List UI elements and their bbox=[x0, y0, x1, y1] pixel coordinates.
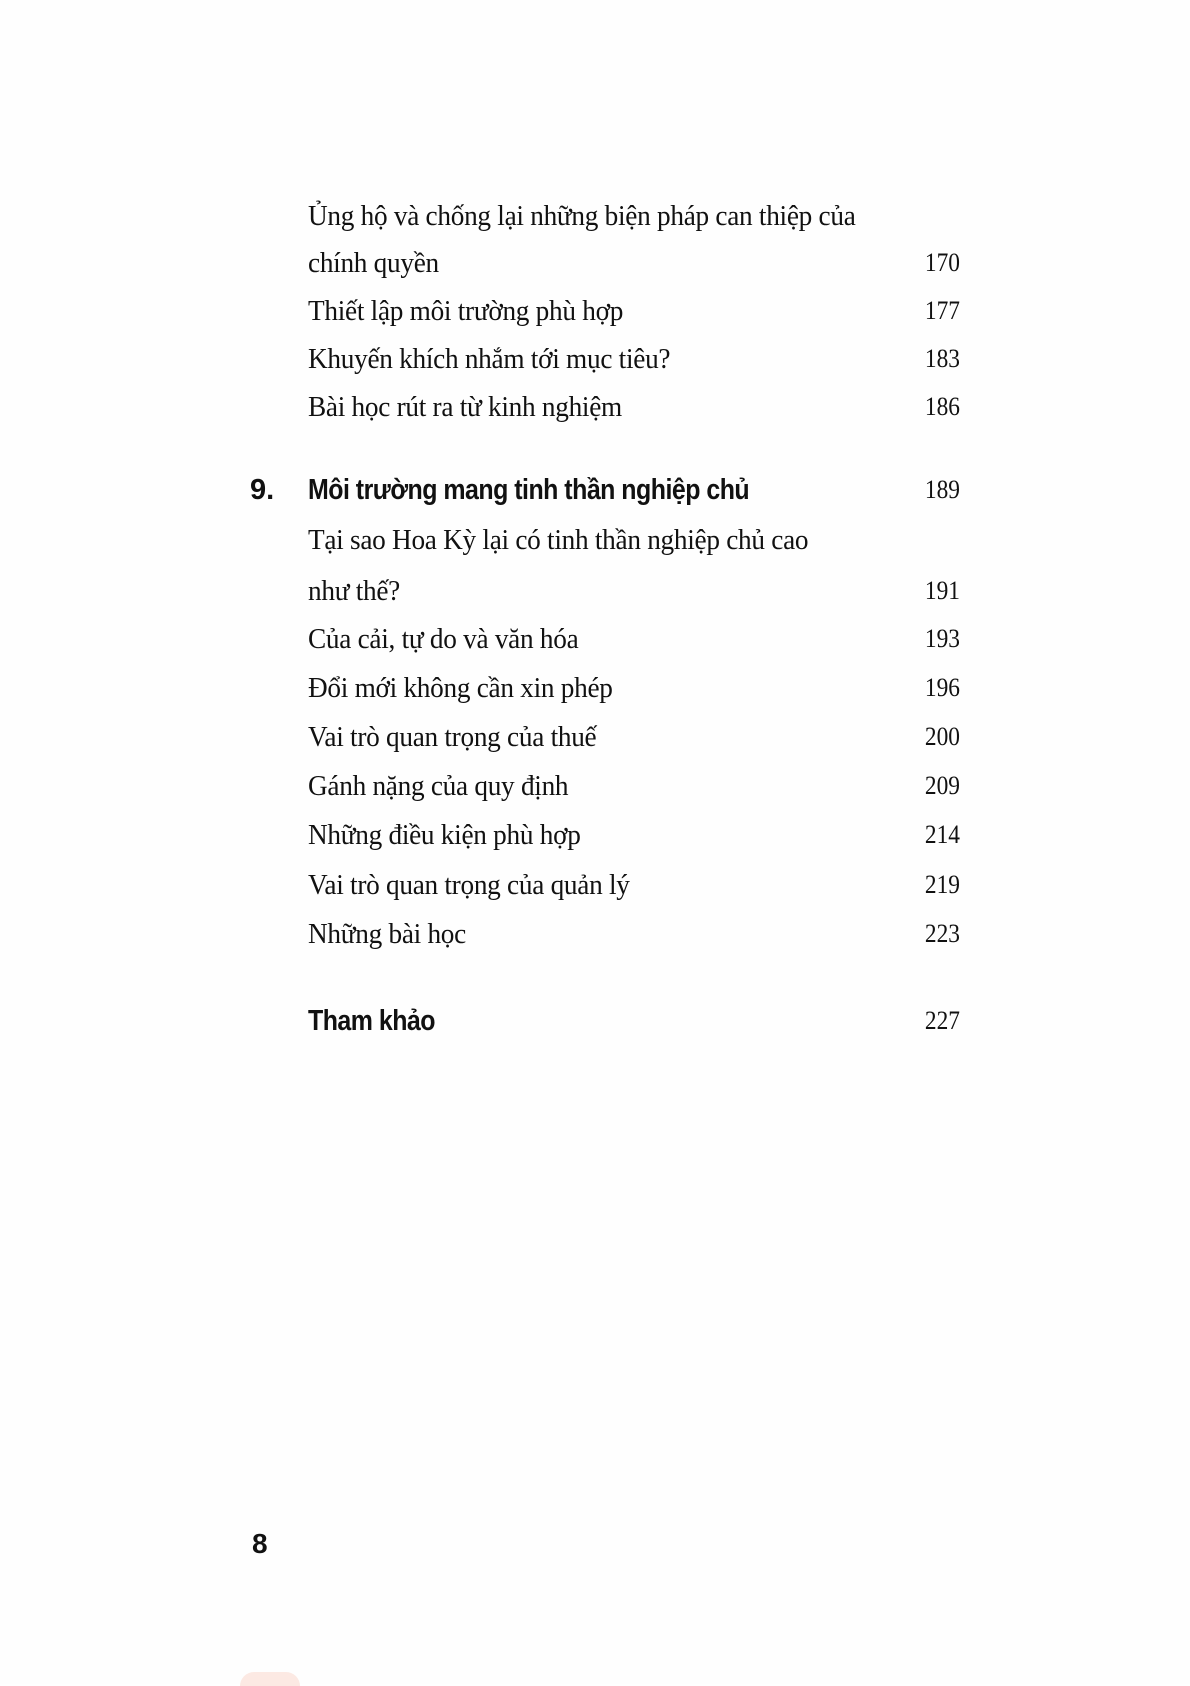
toc-entry-line bbox=[250, 520, 960, 560]
toc-entry-title: Ủng hộ và chống lại những biện pháp can thiệp của bbox=[308, 200, 856, 232]
toc-page-number: 186 bbox=[924, 392, 960, 421]
toc-entry-line bbox=[250, 196, 960, 236]
toc-chapter-heading[interactable] bbox=[250, 470, 960, 510]
toc-page-number: 214 bbox=[924, 820, 960, 849]
toc-entry[interactable] bbox=[250, 815, 960, 855]
toc-entry-title: Đổi mới không cần xin phép bbox=[308, 672, 613, 704]
toc-entry-title: như thế? bbox=[308, 575, 401, 607]
toc-entry[interactable] bbox=[250, 243, 960, 283]
toc-entry-title: Gánh nặng của quy định bbox=[308, 770, 569, 802]
toc-entry-title: Những điều kiện phù hợp bbox=[308, 819, 581, 851]
chapter-number: 9. bbox=[250, 474, 275, 506]
toc-page-number: 189 bbox=[924, 475, 960, 504]
toc-entry[interactable] bbox=[250, 339, 960, 379]
toc-page-number: 196 bbox=[924, 673, 960, 702]
toc-page-number: 183 bbox=[924, 344, 960, 373]
toc-entry-title: Những bài học bbox=[308, 918, 466, 950]
toc-entry[interactable] bbox=[250, 668, 960, 708]
toc-entry[interactable] bbox=[250, 387, 960, 427]
toc-page-number: 191 bbox=[924, 576, 960, 605]
toc-entry[interactable] bbox=[250, 766, 960, 806]
toc-page-number: 170 bbox=[924, 248, 960, 277]
toc-entry[interactable] bbox=[250, 865, 960, 905]
toc-references-heading[interactable] bbox=[250, 1001, 960, 1041]
toc-page-number: 209 bbox=[924, 771, 960, 800]
toc-entry[interactable] bbox=[250, 571, 960, 611]
toc-entry-title: Vai trò quan trọng của quản lý bbox=[308, 869, 630, 901]
toc-entry-title: Của cải, tự do và văn hóa bbox=[308, 623, 579, 655]
toc-entry[interactable] bbox=[250, 619, 960, 659]
toc-entry-title: Bài học rút ra từ kinh nghiệm bbox=[308, 391, 622, 423]
toc-entry[interactable] bbox=[250, 291, 960, 331]
toc-entry-title: Tại sao Hoa Kỳ lại có tinh thần nghiệp chủ cao bbox=[308, 524, 809, 556]
toc-page-number: 200 bbox=[924, 722, 960, 751]
references-title: Tham khảo bbox=[308, 1005, 436, 1037]
toc-page-number: 219 bbox=[924, 870, 960, 899]
toc-entry-title: Vai trò quan trọng của thuế bbox=[308, 721, 597, 753]
toc-entry-title: Khuyến khích nhắm tới mục tiêu? bbox=[308, 343, 671, 375]
chapter-title: Môi trường mang tinh thần nghiệp chủ bbox=[308, 474, 750, 506]
toc-page-number: 193 bbox=[924, 624, 960, 653]
toc-page-number: 223 bbox=[924, 919, 960, 948]
toc-entry-title: chính quyền bbox=[308, 247, 439, 279]
toc-entry-title: Thiết lập môi trường phù hợp bbox=[308, 295, 624, 327]
toc-entry[interactable] bbox=[250, 914, 960, 954]
toc-page-number: 227 bbox=[924, 1006, 960, 1035]
page-folio-number: 8 bbox=[252, 1528, 268, 1559]
toc-entry[interactable] bbox=[250, 717, 960, 757]
toc-page-number: 177 bbox=[924, 296, 960, 325]
